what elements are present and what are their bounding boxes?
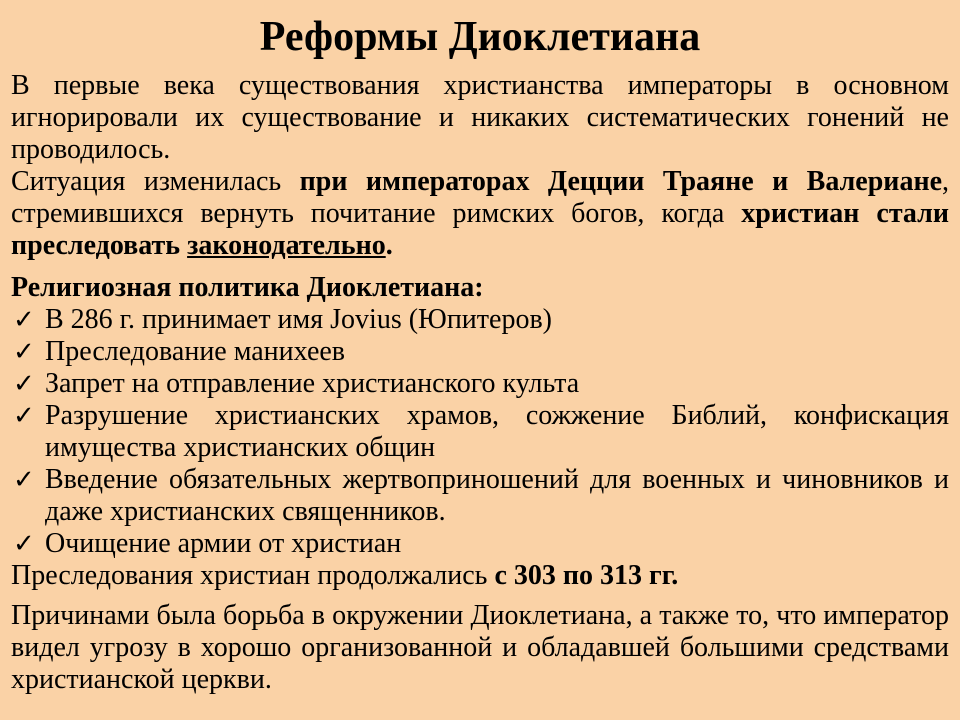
checkmark-icon: ✓ <box>13 337 35 366</box>
slide-title: Реформы Диоклетиана <box>259 14 701 60</box>
list-item: ✓ В 286 г. принимает имя Jovius (Юпитеров) <box>13 304 552 335</box>
intro-paragraph: В первые века существования христианства императоры в основном игнорировали их существование и никаких систематических гонений не проводилось. <box>11 70 949 165</box>
list-item: ✓ Преследование манихеев <box>13 336 346 367</box>
persecution-dates: с 303 по 313 гг. <box>494 560 679 591</box>
policy-list <box>11 304 949 560</box>
list-item: ✓ Очищение армии от христиан <box>13 528 402 559</box>
persecution-paragraph: Преследования христиан продолжались с 303 по 313 гг. <box>11 560 679 591</box>
list-item: ✓ Запрет на отправление христианского культа <box>13 368 580 399</box>
emperors-bold: при императорах Децции Траяне и Валериане <box>299 166 942 197</box>
checkmark-icon: ✓ <box>13 305 35 334</box>
checkmark-icon: ✓ <box>13 529 35 558</box>
situation-paragraph <box>11 166 949 262</box>
checkmark-icon: ✓ <box>13 369 35 398</box>
list-item: ✓ Введение обязательных жертвоприношений для военных и чиновников и даже христианских священников. <box>13 464 949 527</box>
checkmark-icon: ✓ <box>13 465 35 494</box>
policy-heading: Религиозная политика Диоклетиана: <box>11 272 484 303</box>
situation-period: . <box>385 230 393 261</box>
slide-body <box>11 70 949 696</box>
legally-bold-underlined: законодательно <box>187 230 386 261</box>
situation-text-2: , стремившихся вернуть почитание римских богов, когда <box>11 166 949 229</box>
persecute-bold: христиан стали преследовать <box>11 198 950 261</box>
list-item: ✓ Разрушение христианских храмов, сожжение Библий, конфискация имущества христианских общин <box>13 400 949 463</box>
situation-text-1: Ситуация изменилась <box>11 166 300 197</box>
checkmark-icon: ✓ <box>13 401 35 430</box>
reasons-paragraph: Причинами была борьба в окружении Диоклетиана, а также то, что император видел угрозу в хорошо организованной и обладавшей большими средствами христианской церкви. <box>11 600 949 695</box>
